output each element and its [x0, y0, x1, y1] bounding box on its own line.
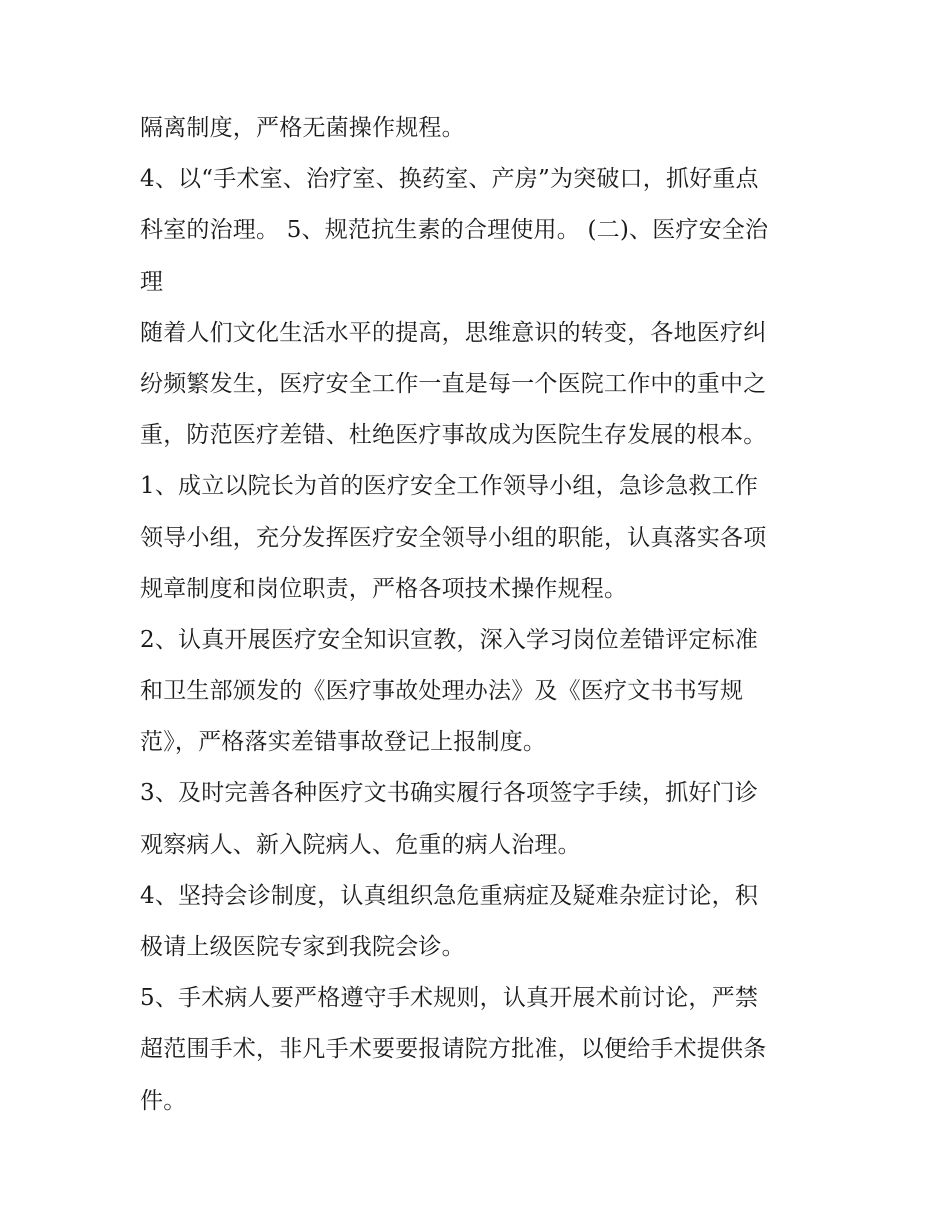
text-line: 科室的治理。 5、规范抗生素的合理使用。 (二)、医疗安全治 — [140, 217, 769, 244]
text-line: 5、手术病人要严格遵守手术规则，认真开展术前讨论，严禁 — [140, 985, 759, 1012]
text-line: 理 — [140, 268, 164, 295]
text-line: 件。 — [140, 1087, 187, 1114]
text-line: 2、认真开展医疗安全知识宣教，深入学习岗位差错评定标准 — [140, 626, 759, 653]
text-line: 1、成立以院长为首的医疗安全工作领导小组，急诊急救工作 — [140, 473, 759, 500]
text-line: 和卫生部颁发的《医疗事故处理办法》及《医疗文书书写规 — [140, 678, 744, 705]
text-line: 4、以“手术室、治疗室、换药室、产房”为突破口，抓好重点 — [140, 166, 759, 193]
text-line: 极请上级医院专家到我院会诊。 — [140, 934, 465, 960]
text-line: 观察病人、新入院病人、危重的病人治理。 — [140, 831, 581, 858]
document-body — [140, 103, 820, 1127]
text-line: 随着人们文化生活水平的提高，思维意识的转变，各地医疗纠 — [140, 319, 767, 346]
text-line: 纷频繁发生，医疗安全工作一直是每一个医院工作中的重中之 — [140, 370, 767, 397]
text-line: 范》，严格落实差错事故登记上报制度。 — [140, 729, 547, 756]
text-line: 4、坚持会诊制度，认真组织急危重病症及疑难杂症讨论，积 — [140, 882, 759, 909]
text-line: 规章制度和岗位职责，严格各项技术操作规程。 — [140, 575, 628, 602]
text-line: 重，防范医疗差错、杜绝医疗事故成为医院生存发展的根本。 — [140, 422, 767, 449]
text-line: 隔离制度，严格无菌操作规程。 — [140, 115, 465, 141]
text-line: 3、及时完善各种医疗文书确实履行各项签字手续，抓好门诊 — [140, 780, 759, 807]
text-line: 领导小组，充分发挥医疗安全领导小组的职能，认真落实各项 — [140, 524, 767, 551]
text-line: 超范围手术，非凡手术要要报请院方批准，以便给手术提供条 — [140, 1036, 767, 1063]
